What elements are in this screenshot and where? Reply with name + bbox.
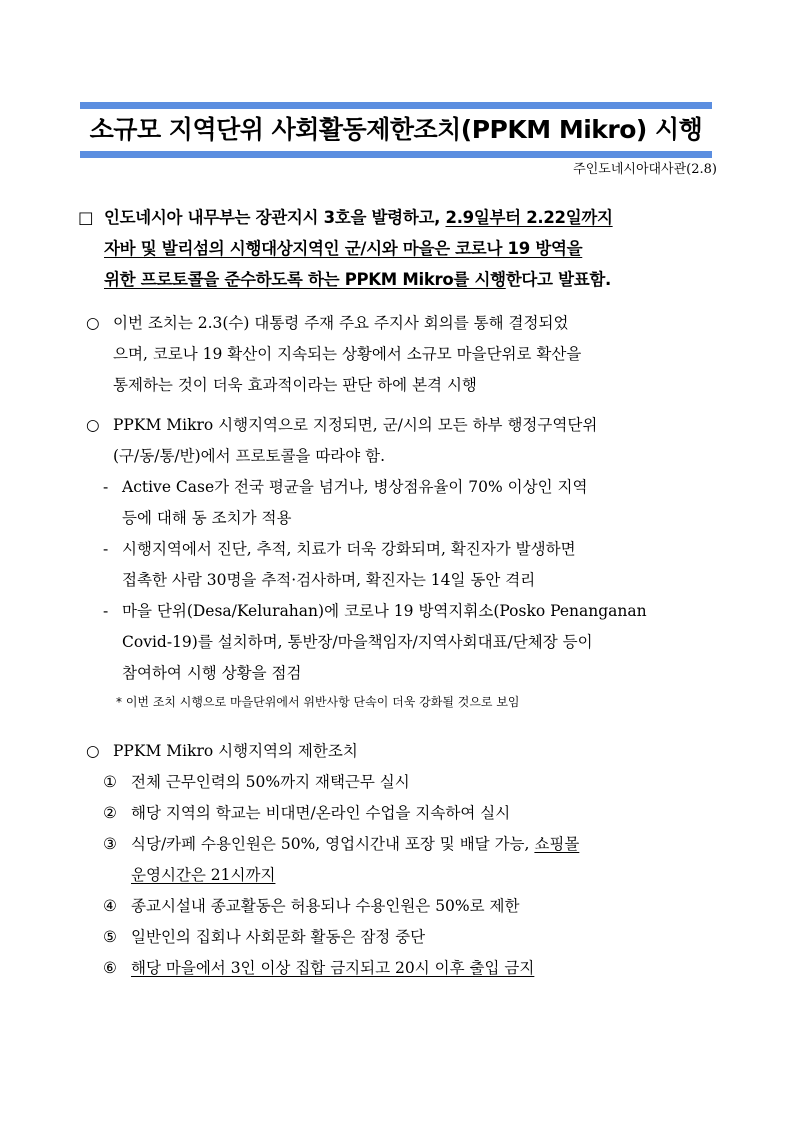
source-label: 주인도네시아대사관(2.8)	[573, 162, 717, 177]
dash-item-1-cont: 등에 대해 동 조치가 적용	[122, 509, 292, 527]
restriction-text-3a: 식당/카페 수용인원은 50%, 영업시간내 포장 및 배달 가능,	[131, 835, 535, 853]
headline-line-3	[78, 264, 718, 295]
box-marker: □	[78, 208, 94, 227]
headline-text-3u: 위한 프로토콜을 준수하도록 하는 PPKM Mikro를 시행	[104, 270, 506, 289]
circle-bullet: ○	[86, 416, 100, 434]
section-1-line-2: 으며, 코로나 19 확산이 지속되는 상황에서 소규모 마을단위로 확산을	[113, 345, 582, 363]
number-marker: ⑤	[103, 928, 117, 946]
section-2-line-2: (구/동/통/반)에서 프로토콜을 따라야 함.	[113, 447, 386, 465]
dash-marker: -	[103, 478, 109, 496]
section-3-heading	[86, 736, 722, 767]
restriction-item-4	[86, 891, 722, 922]
section-1-line-1	[86, 308, 722, 339]
restriction-item-2	[86, 798, 722, 829]
page-title: 소규모 지역단위 사회활동제한조치(PPKM Mikro) 시행	[89, 115, 703, 144]
headline-text-3b: 한다고 발표함.	[505, 270, 611, 289]
dash-item-3-cont-2: 참여하여 시행 상황을 점검	[122, 664, 302, 682]
circle-bullet: ○	[86, 742, 100, 760]
section-2-text: PPKM Mikro 시행지역으로 지정되면, 군/시의 모든 하부 행정구역단위	[113, 416, 598, 434]
circle-bullet: ○	[86, 314, 100, 332]
dash-item-2	[86, 534, 722, 565]
section-3-heading-text: PPKM Mikro 시행지역의 제한조치	[113, 742, 358, 760]
restriction-text-3-cont: 운영시간은 21시까지	[131, 866, 276, 884]
restriction-item-1	[86, 767, 722, 798]
title-block	[80, 102, 712, 158]
dash-item-3-text: 마을 단위(Desa/Kelurahan)에 코로나 19 방역지휘소(Posko Penanganan	[122, 602, 647, 620]
headline-text-1u: 2.9일부터 2.22일까지	[445, 208, 613, 227]
headline	[78, 202, 718, 295]
dash-marker: -	[103, 540, 109, 558]
restriction-text-6: 해당 마을에서 3인 이상 집합 금지되고 20시 이후 출입 금지	[131, 959, 535, 977]
restriction-item-5	[86, 922, 722, 953]
number-marker: ③	[103, 835, 117, 853]
section-1-text: 이번 조치는 2.3(수) 대통령 주재 주요 주지사 회의를 통해 결정되었	[113, 314, 569, 332]
restriction-text-4: 종교시설내 종교활동은 허용되나 수용인원은 50%로 제한	[131, 897, 520, 915]
number-marker: ①	[103, 773, 117, 791]
title-bottom-bar	[80, 151, 712, 158]
dash-item-3-cont-1: Covid-19)를 설치하며, 통반장/마을책임자/지역사회대표/단체장 등이	[122, 633, 593, 651]
dash-item-1-text: Active Case가 전국 평균을 넘거나, 병상점유율이 70% 이상인 지역	[122, 478, 588, 496]
section-2-line-1	[86, 410, 722, 441]
title-top-bar	[80, 102, 712, 109]
section-1-line-3: 통제하는 것이 더욱 효과적이라는 판단 하에 본격 시행	[113, 376, 477, 394]
section-1	[86, 308, 722, 401]
footnote: * 이번 조치 시행으로 마을단위에서 위반사항 단속이 더욱 강화될 것으로 보임	[116, 695, 520, 709]
dash-item-1	[86, 472, 722, 503]
dash-marker: -	[103, 602, 109, 620]
dash-item-2-text: 시행지역에서 진단, 추적, 치료가 더욱 강화되며, 확진자가 발생하면	[122, 540, 576, 558]
dash-item-3	[86, 596, 722, 627]
restriction-text-1: 전체 근무인력의 50%까지 재택근무 실시	[131, 773, 410, 791]
restriction-item-3-cont	[86, 860, 722, 891]
number-marker: ④	[103, 897, 117, 915]
restriction-text-5: 일반인의 집회나 사회문화 활동은 잠정 중단	[131, 928, 426, 946]
restriction-item-3	[86, 829, 722, 860]
section-3	[86, 736, 722, 984]
headline-text-1a: 인도네시아 내무부는 장관지시 3호을 발령하고,	[104, 208, 446, 227]
number-marker: ⑥	[103, 959, 117, 977]
restriction-text-3u: 쇼핑몰	[534, 835, 580, 853]
restriction-text-2: 해당 지역의 학교는 비대면/온라인 수업을 지속하여 실시	[131, 804, 511, 822]
headline-line-1	[78, 202, 718, 233]
section-2	[86, 410, 722, 715]
headline-line-2	[78, 233, 718, 264]
number-marker: ②	[103, 804, 117, 822]
dash-item-2-cont: 접촉한 사람 30명을 추적·검사하며, 확진자는 14일 동안 격리	[122, 571, 536, 589]
restriction-item-6	[86, 953, 722, 984]
headline-text-2: 자바 및 발리섬의 시행대상지역인 군/시와 마을은 코로나 19 방역을	[104, 239, 583, 258]
